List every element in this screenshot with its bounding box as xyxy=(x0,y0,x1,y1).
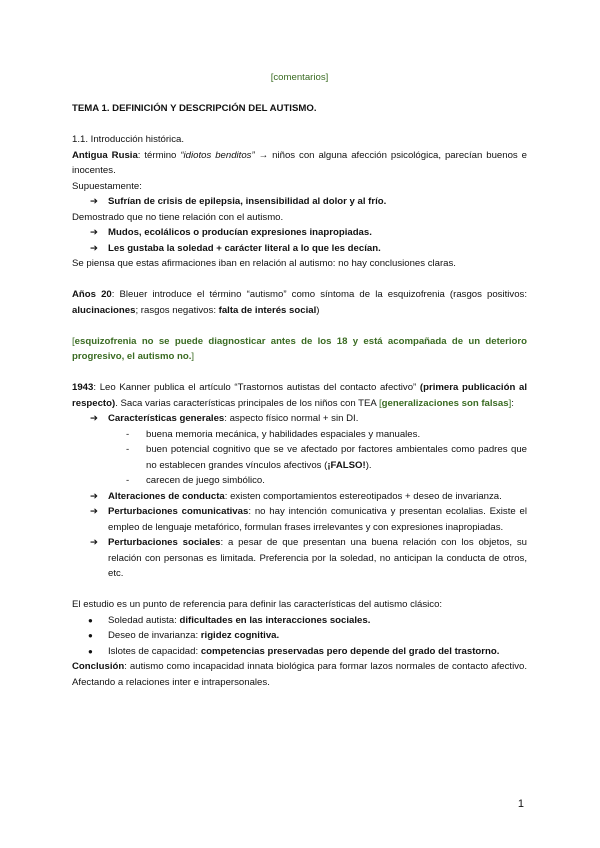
paragraph-conclusion: Conclusión: autismo como incapacidad innata biológica para formar lazos normales de contacto afectivo. Afectando a relaciones inter e intrapersonales. xyxy=(72,661,527,688)
bullet-item: ● Islotes de capacidad: competencias preservadas pero depende del grado del trastorno. xyxy=(72,644,527,660)
paragraph-demostrado: Demostrado que no tiene relación con el autismo. xyxy=(72,211,284,223)
bullet-dot-icon: ● xyxy=(88,646,93,656)
dash-item: - carecen de juego simbólico. xyxy=(126,475,265,486)
right-arrow-icon: ➔ xyxy=(90,537,99,548)
right-arrow-icon: ➔ xyxy=(90,242,99,254)
document-body xyxy=(72,70,527,690)
arrow-item: ➔ Perturbaciones sociales: a pesar de que presentan una buena relación con los objetos, su relación con personas es limitada. Preferencia por la soledad, no anticipan la conducta de otros, etc. xyxy=(72,535,527,582)
arrow-item: ➔ Perturbaciones comunicativas: no hay intención comunicativa y presentan ecolalias. Existe el empleo de lenguaje metafórico, formulan frases irrelevantes y con expresiones inapropiadas. xyxy=(72,504,527,535)
page-number: 1 xyxy=(517,798,524,810)
right-arrow-icon: ➔ xyxy=(90,227,99,238)
paragraph-estudio: El estudio es un punto de referencia para definir las características del autismo clásico: xyxy=(72,599,443,610)
bullet-item: ● Soledad autista: dificultades en las interacciones sociales. xyxy=(72,613,527,629)
paragraph-1943: 1943: Leo Kanner publica el artículo “Trastornos autistas del contacto afectivo” (primera publicación al respecto). Saca varias características principales de los niños con TEA [generalizaciones son falsas]: xyxy=(72,382,527,409)
dash-item: - buena memoria mecánica, y habilidades espaciales y manuales. xyxy=(126,428,421,440)
arrow-item: ➔ Alteraciones de conducta: existen comportamientos estereotipados + deseo de invarianza. xyxy=(72,489,527,505)
right-arrow-icon: ➔ xyxy=(90,506,99,517)
bullet-item: ● Deseo de invarianza: rigidez cognitiva. xyxy=(72,628,527,644)
paragraph-anos-20: Años 20: Bleuer introduce el término “autismo” como síntoma de la esquizofrenia (rasgos positivos: alucinaciones; rasgos negativos: falta de interés social) xyxy=(72,289,528,316)
dash-item: - buen potencial cognitivo que se ve afectado por factores ambientales como padres que no establecen grandes vínculos afectivos (¡FALSO!). xyxy=(126,444,527,471)
arrow-item: ➔ Mudos, ecolálicos o producían expresiones inapropiadas. xyxy=(72,225,527,241)
bullet-dot-icon: ● xyxy=(88,615,93,625)
arrow-item: ➔ Características generales: aspecto físico normal + sin DI. xyxy=(72,411,527,427)
comments-header: [comentarios] xyxy=(270,72,329,83)
right-arrow-icon: ➔ xyxy=(90,413,99,424)
paragraph-conclusion-line: Se piensa que estas afirmaciones iban en relación al autismo: no hay conclusiones claras. xyxy=(72,258,456,269)
arrow-item: ➔ Sufrían de crisis de epilepsia, insensibilidad al dolor y al frío. xyxy=(72,194,527,210)
comments-label: comentarios xyxy=(273,72,326,83)
paragraph-supuestamente: Supuestamente: xyxy=(72,180,142,192)
bullet-dot-icon: ● xyxy=(88,631,93,640)
page-title: TEMA 1. DEFINICIÓN Y DESCRIPCIÓN DEL AUTISMO. xyxy=(72,103,317,114)
right-arrow-icon: ➔ xyxy=(90,490,99,502)
comment-inline: generalizaciones son falsas xyxy=(381,397,509,409)
paragraph-antigua-rusia: Antigua Rusia: término “idiotos benditos” → niños con alguna afección psicológica, parecían buenos e inocentes. xyxy=(72,149,527,176)
comment-note: [esquizofrenia no se puede diagnosticar antes de los 18 y está acompañada de un deterioro progresivo, el autismo no.] xyxy=(72,335,527,362)
arrow-item: ➔ Les gustaba la soledad + carácter literal a lo que les decían. xyxy=(72,241,527,257)
right-arrow-icon: ➔ xyxy=(90,196,99,207)
section-heading: 1.1. Introducción histórica. xyxy=(72,134,184,145)
